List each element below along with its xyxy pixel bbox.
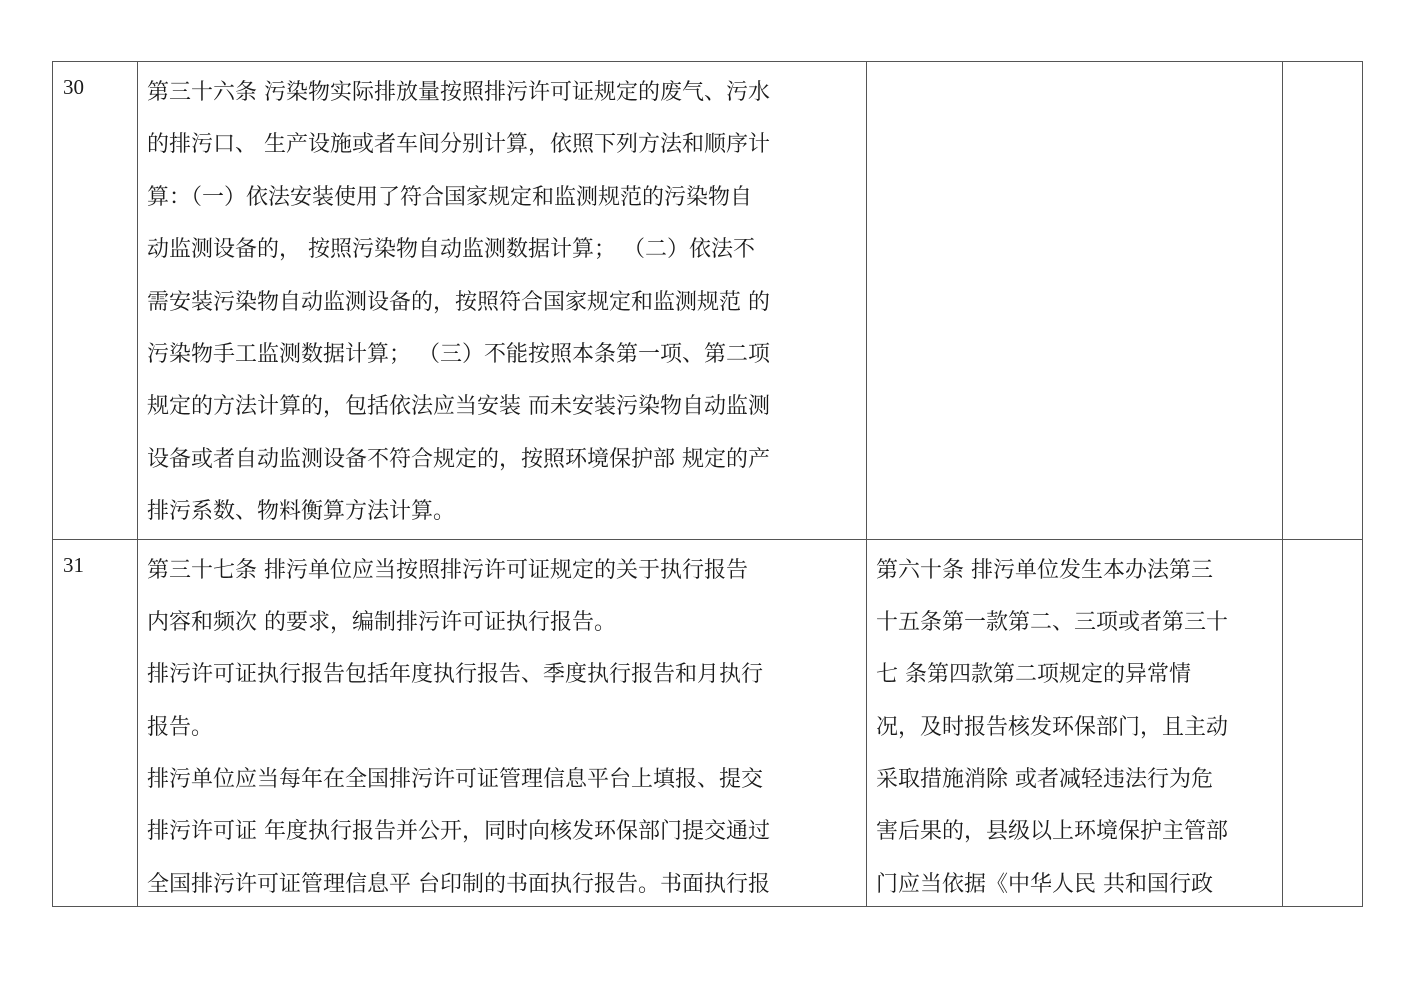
text-line: 害后果的，县级以上环境保护主管部	[876, 819, 1229, 845]
row-number-cell	[53, 539, 138, 906]
text-line: 门应当依据《中华人民 共和国行政	[876, 871, 1213, 897]
text-line: 设备或者自动监测设备不符合规定的，按照环境保护部 规定的产	[147, 446, 770, 472]
article-text	[138, 540, 866, 906]
text-line: 需安装污染物自动监测设备的，按照符合国家规定和监测规范 的	[147, 289, 770, 315]
related-article-cell	[867, 539, 1283, 906]
regulation-table	[52, 61, 1363, 907]
text-line: 采取措施消除 或者减轻违法行为危	[876, 767, 1213, 793]
text-line: 污染物手工监测数据计算； （三）不能按照本条第一项、第二项	[147, 341, 770, 367]
text-line: 全国排污许可证管理信息平 台印制的书面执行报告。书面执行报	[147, 871, 770, 897]
text-line: 况，及时报告核发环保部门，且主动	[876, 714, 1229, 740]
text-line: 算：（一）依法安装使用了符合国家规定和监测规范的污染物自	[147, 184, 753, 210]
row-number: 31	[63, 552, 84, 577]
text-line: 报告。	[147, 714, 214, 740]
text-line: 规定的方法计算的，包括依法应当安装 而未安装污染物自动监测	[147, 394, 770, 420]
text-line: 第三十七条 排污单位应当按照排污许可证规定的关于执行报告	[147, 557, 748, 583]
text-line: 的排污口、 生产设施或者车间分别计算，依照下列方法和顺序计	[147, 132, 770, 158]
text-line: 十五条第一款第二、三项或者第三十	[876, 609, 1229, 635]
text-line: 七 条第四款第二项规定的异常情	[876, 662, 1191, 688]
text-line: 排污许可证 年度执行报告并公开，同时向核发环保部门提交通过	[147, 819, 770, 845]
text-line: 排污许可证执行报告包括年度执行报告、季度执行报告和月执行	[147, 662, 764, 688]
text-line: 排污系数、物料衡算方法计算。	[147, 499, 456, 525]
row-number: 30	[63, 75, 84, 99]
remarks-cell	[1283, 62, 1363, 540]
article-text	[138, 62, 866, 539]
row-number-cell	[53, 62, 138, 540]
text-line: 第六十条 排污单位发生本办法第三	[876, 557, 1213, 583]
table-row	[53, 539, 1363, 906]
related-article-text	[867, 540, 1282, 906]
text-line: 排污单位应当每年在全国排污许可证管理信息平台上填报、提交	[147, 767, 764, 793]
article-text-cell	[138, 62, 867, 540]
text-line: 第三十六条 污染物实际排放量按照排污许可证规定的废气、污水	[147, 80, 770, 105]
text-line: 动监测设备的， 按照污染物自动监测数据计算； （二）依法不	[147, 237, 755, 263]
text-line: 内容和频次 的要求，编制排污许可证执行报告。	[147, 609, 616, 635]
article-text-cell	[138, 539, 867, 906]
table-row	[53, 62, 1363, 540]
related-article-cell	[867, 62, 1283, 540]
remarks-cell	[1283, 539, 1363, 906]
